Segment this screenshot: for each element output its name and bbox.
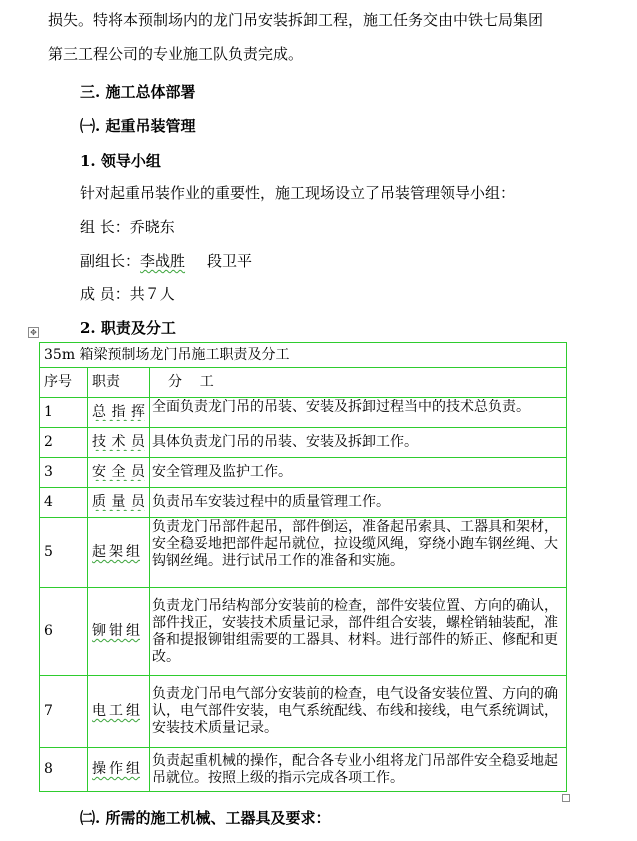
table-row [40,488,567,518]
table-resize-handle-icon[interactable] [562,794,570,802]
table-row [40,398,567,428]
row-role [88,676,150,748]
vice-leader-label: 副组长： [80,252,141,270]
leader-row [80,217,175,237]
row-number: 1 [40,398,88,428]
row-role-text: 铆钳组 [92,623,140,639]
paragraph-intro-line2: 第三工程公司的专业施工队负责完成。 [48,45,304,63]
row-duty: 安全管理及监护工作。 [150,458,567,488]
row-role [88,488,150,518]
row-role [88,518,150,588]
row-duty: 负责吊车安装过程中的质量管理工作。 [150,488,567,518]
duty-table [39,342,567,792]
member-label: 成 员： [80,285,130,303]
row-number: 8 [40,748,88,792]
member-row [80,284,175,304]
subsection-heading-2: ㈡. 所需的施工机械、工器具及要求： [80,809,331,827]
heading-duties: 2. 职责及分工 [80,319,176,337]
row-role [88,588,150,676]
row-number: 5 [40,518,88,588]
member-value: 共７人 [129,285,175,303]
table-row [40,428,567,458]
row-role-text: 技术员 [92,434,145,450]
table-caption: 35m 箱梁预制场龙门吊施工职责及分工 [40,343,567,368]
row-duty: 负责起重机械的操作，配合各专业小组将龙门吊部件安全稳妥地起吊就位。按照上级的指示完成各项工作。 [150,748,567,792]
row-role-text: 操作组 [92,761,140,777]
table-header-row [40,368,567,398]
header-role: 职责 [88,368,150,398]
row-role [88,458,150,488]
leader-name: 乔晓东 [129,218,175,236]
row-role-text: 质量员 [92,494,145,510]
table-row [40,588,567,676]
row-number: 2 [40,428,88,458]
row-number: 6 [40,588,88,676]
header-number: 序号 [40,368,88,398]
header-duty: 分 工 [150,368,567,398]
row-number: 7 [40,676,88,748]
row-role-text: 总指挥 [92,404,145,420]
row-role-text: 起架组 [92,544,140,560]
table-row [40,518,567,588]
row-role [88,748,150,792]
table-move-handle-icon[interactable]: ✥ [28,327,39,338]
paragraph-intro-line1: 损失。特将本预制场内的龙门吊安装拆卸工程，施工任务交由中铁七局集团 [48,11,544,29]
row-duty-text: 全面负责龙门吊的吊装、安装及拆卸过程当中的技术总负责。 [152,398,530,415]
row-duty: 负责龙门吊结构部分安装前的检查，部件安装位置、方向的确认，部件找正，安装技术质量记录，部件组合安装，螺栓销轴装配，准备和提报铆钳组需要的工器具、材料。进行部件的矫正、修配和更改。 [150,588,567,676]
row-duty [150,518,567,588]
vice-leader-name-1: 李战胜 [140,252,186,270]
table-row [40,748,567,792]
table-caption-row [40,343,567,368]
row-role [88,428,150,458]
row-number: 3 [40,458,88,488]
row-duty [150,398,567,428]
row-role [88,398,150,428]
row-duty: 具体负责龙门吊的吊装、安装及拆卸工作。 [150,428,567,458]
section-heading-3: 三. 施工总体部署 [80,83,196,101]
heading-leader-group: 1. 领导小组 [80,152,161,170]
paragraph-leader-intro: 针对起重吊装作业的重要性，施工现场设立了吊装管理领导小组： [80,184,516,202]
subsection-heading-1: ㈠. 起重吊装管理 [80,117,196,135]
table-row [40,458,567,488]
table-row [40,676,567,748]
row-role-text: 安全员 [92,464,145,480]
leader-label: 组 长： [80,218,130,236]
row-number: 4 [40,488,88,518]
vice-leader-row [80,251,252,271]
row-duty: 负责龙门吊电气部分安装前的检查，电气设备安装位置、方向的确认，电气部件安装，电气系统配线、布线和接线，电气系统调试，安装技术质量记录。 [150,676,567,748]
vice-leader-name-2: 段卫平 [207,252,253,270]
row-duty-text: 负责龙门吊部件起吊，部件倒运，准备起吊索具、工器具和架材，安全稳妥地把部件起吊就位，拉设缆风绳，穿绕小跑车钢丝绳、大钩钢丝绳。进行试吊工作的准备和实施。 [152,518,558,569]
row-role-text: 电工组 [92,703,140,719]
